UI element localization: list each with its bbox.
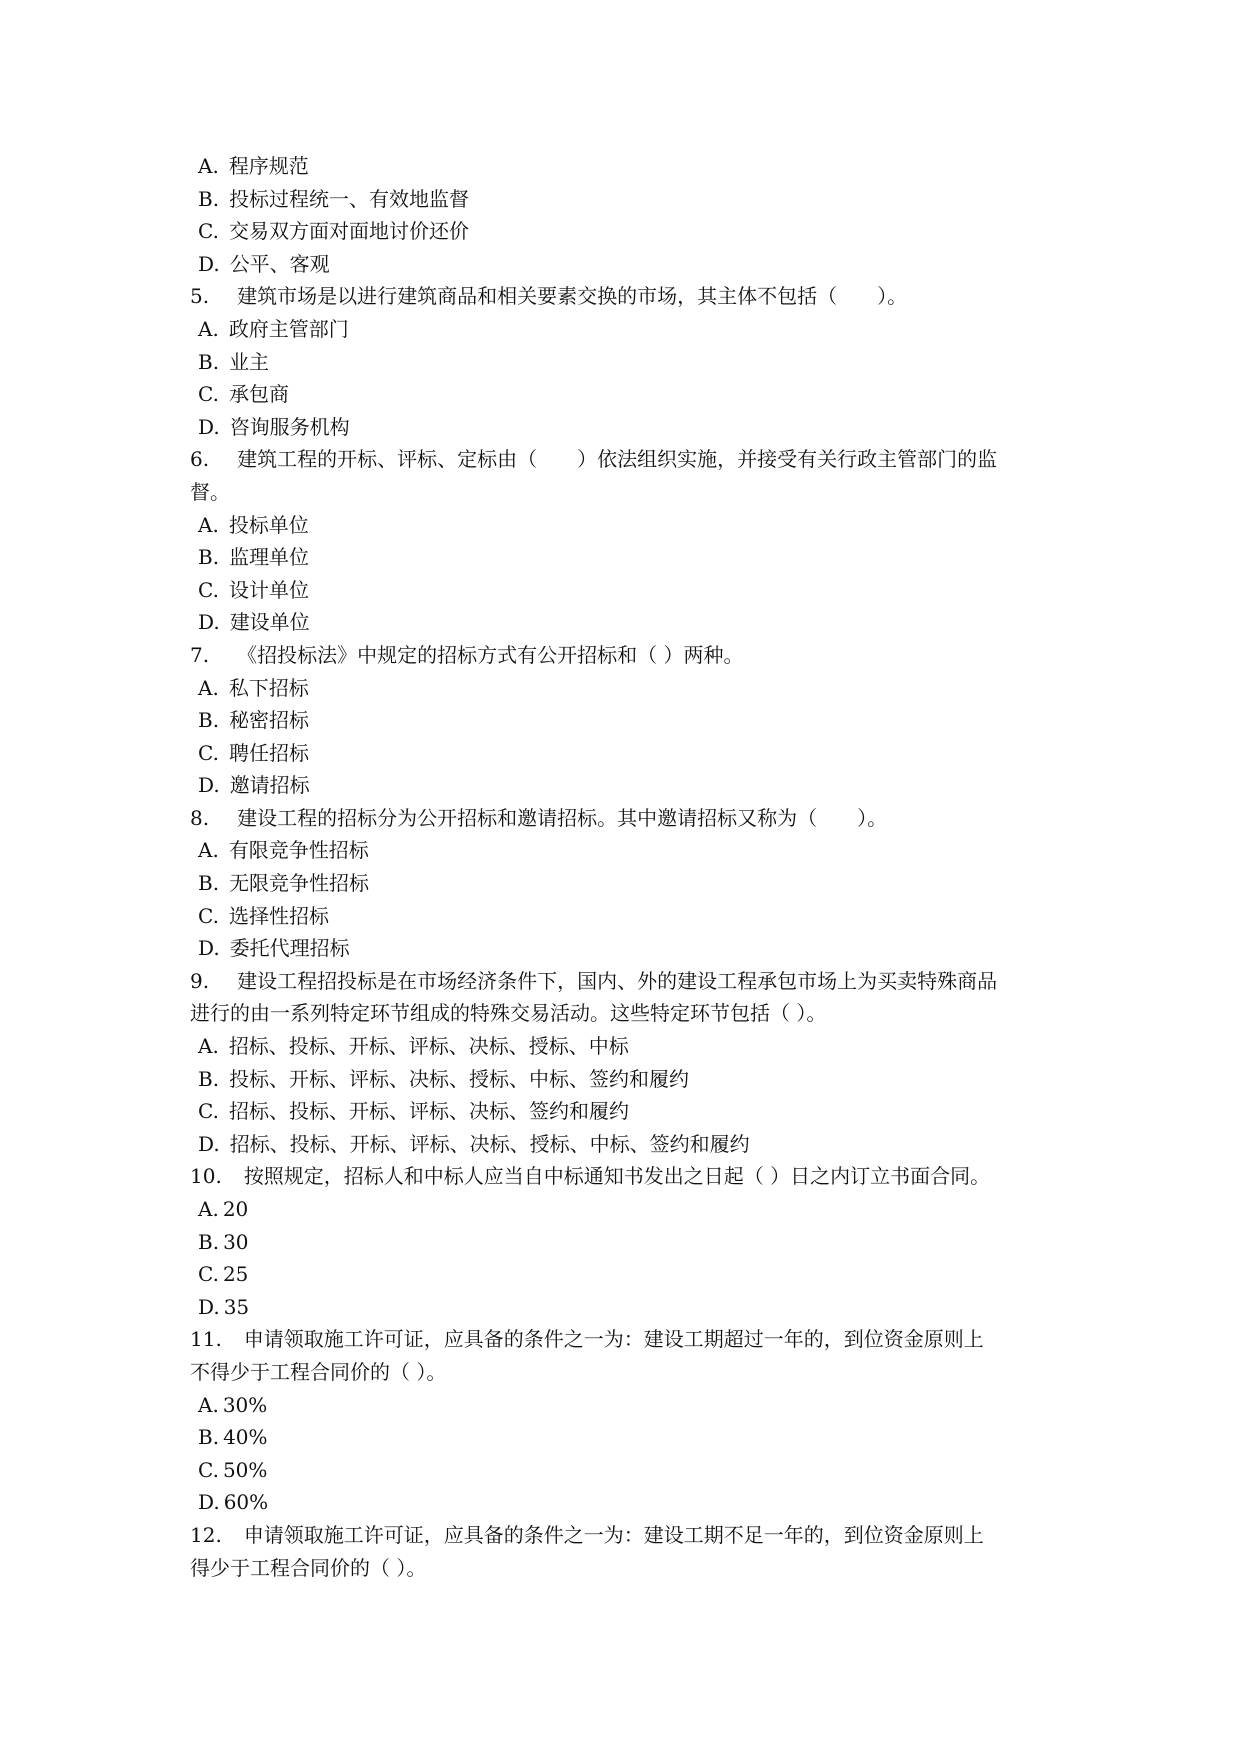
option-c: [190, 574, 1070, 607]
option-c: [190, 1258, 1070, 1291]
option-letter: A.: [198, 1392, 219, 1417]
option-letter: B.: [198, 1066, 220, 1091]
option-text: 60%: [223, 1490, 269, 1515]
option-a: [190, 834, 1070, 867]
question-block: [190, 443, 1070, 639]
option-letter: D.: [198, 610, 220, 635]
question-text: [190, 280, 1070, 313]
question-list: [190, 150, 1070, 1584]
option-d: [190, 1291, 1070, 1324]
question-text: [190, 1323, 1070, 1356]
question-block: [190, 802, 1070, 965]
option-text: 业主: [229, 349, 270, 374]
option-text: 承包商: [228, 382, 289, 407]
question-text-continued: [190, 1356, 1070, 1389]
option-text: 20: [222, 1197, 249, 1221]
option-letter: C.: [198, 382, 219, 407]
option-text: 选择性招标: [228, 903, 329, 928]
question-line: 建筑工程的开标、评标、定标由（ ）依法组织实施，并接受有关行政主管部门的监: [237, 447, 998, 472]
option-letter: C.: [198, 1262, 219, 1287]
option-text: 投标单位: [228, 512, 309, 537]
question-text-continued: [190, 476, 1070, 509]
question-line: 建设工程的招标分为公开招标和邀请招标。其中邀请招标又称为（ ）。: [237, 805, 888, 830]
option-text: 私下招标: [228, 675, 309, 700]
option-text: 政府主管部门: [228, 316, 349, 341]
question-number: 8.: [190, 805, 210, 830]
option-c: [190, 1095, 1070, 1128]
option-letter: B.: [198, 186, 220, 211]
option-letter: B.: [198, 1229, 220, 1254]
option-b: [190, 867, 1070, 900]
option-c: [190, 215, 1070, 248]
question-text: [190, 443, 1070, 476]
question-text: [190, 965, 1070, 998]
option-b: [190, 1063, 1070, 1096]
option-letter: C.: [198, 219, 219, 244]
option-letter: A.: [198, 675, 219, 700]
option-text: 邀请招标: [229, 773, 310, 798]
question-line: 不得少于工程合同价的（ ）。: [190, 1359, 447, 1384]
option-letter: A.: [198, 316, 219, 341]
option-text: 公平、客观: [229, 251, 330, 276]
question-block: [190, 280, 1070, 443]
question-line: 申请领取施工许可证，应具备的条件之一为：建设工期超过一年的，到位资金原则上: [243, 1327, 984, 1352]
option-letter: A.: [198, 838, 219, 863]
question-line: 《招投标法》中规定的招标方式有公开招标和（ ）两种。: [237, 642, 744, 667]
option-text: 无限竞争性招标: [229, 871, 370, 896]
option-text: 招标、投标、开标、评标、决标、签约和履约: [228, 1099, 629, 1124]
question-number: 6.: [190, 447, 210, 472]
option-letter: D.: [198, 1294, 220, 1319]
question-number: 10.: [190, 1164, 222, 1189]
option-c: [190, 1454, 1070, 1487]
question-block: [190, 965, 1070, 1161]
option-text: 咨询服务机构: [229, 414, 350, 439]
option-text: 35: [223, 1294, 250, 1319]
option-a: [190, 1193, 1070, 1226]
option-letter: D.: [198, 1490, 220, 1515]
option-b: [190, 541, 1070, 574]
question-block: [190, 639, 1070, 802]
option-text: 有限竞争性招标: [228, 838, 369, 863]
question-number: 12.: [190, 1522, 222, 1547]
option-text: 投标、开标、评标、决标、授标、中标、签约和履约: [229, 1066, 690, 1091]
option-letter: B.: [198, 1425, 220, 1450]
option-letter: A.: [198, 1034, 219, 1059]
question-line: 申请领取施工许可证，应具备的条件之一为：建设工期不足一年的，到位资金原则上: [243, 1522, 984, 1547]
option-letter: C.: [198, 903, 219, 928]
option-c: [190, 378, 1070, 411]
question-text: [190, 1519, 1070, 1552]
option-b: [190, 1226, 1070, 1259]
option-letter: D.: [198, 1131, 220, 1156]
question-line: 督。: [190, 479, 230, 504]
option-text: 聘任招标: [228, 740, 309, 765]
option-text: 招标、投标、开标、评标、决标、授标、中标: [228, 1034, 629, 1059]
option-a: [190, 1389, 1070, 1422]
option-letter: D.: [198, 251, 220, 276]
question-text: [190, 1160, 1070, 1193]
option-text: 30%: [222, 1392, 268, 1417]
option-d: [190, 606, 1070, 639]
question-number: 9.: [190, 968, 210, 993]
option-d: [190, 769, 1070, 802]
option-letter: C.: [198, 1457, 219, 1482]
option-b: [190, 183, 1070, 216]
partial-options: [190, 150, 1070, 280]
option-letter: A.: [198, 512, 219, 537]
option-text: 秘密招标: [229, 708, 310, 733]
option-text: 50%: [222, 1457, 268, 1482]
option-letter: D.: [198, 414, 220, 439]
option-d: [190, 1486, 1070, 1519]
question-text-continued: [190, 1552, 1070, 1585]
question-block: [190, 1323, 1070, 1519]
option-letter: B.: [198, 871, 220, 896]
option-a: [190, 313, 1070, 346]
option-a: [190, 150, 1070, 183]
option-text: 委托代理招标: [229, 936, 350, 961]
question-number: 7.: [190, 642, 210, 667]
option-d: [190, 411, 1070, 444]
option-b: [190, 346, 1070, 379]
option-text: 招标、投标、开标、评标、决标、授标、中标、签约和履约: [229, 1131, 750, 1156]
option-a: [190, 509, 1070, 542]
option-letter: C.: [198, 740, 219, 765]
option-text: 25: [222, 1262, 249, 1287]
option-a: [190, 1030, 1070, 1063]
option-text: 程序规范: [228, 154, 309, 178]
option-b: [190, 1421, 1070, 1454]
questions-container: [190, 280, 1070, 1584]
question-block: [190, 1519, 1070, 1584]
question-block: [190, 1160, 1070, 1323]
option-text: 40%: [223, 1425, 268, 1450]
option-letter: D.: [198, 773, 220, 798]
option-letter: B.: [198, 708, 220, 733]
option-text: 投标过程统一、有效地监督: [229, 186, 470, 211]
question-line: 建筑市场是以进行建筑商品和相关要素交换的市场，其主体不包括（ ）。: [237, 284, 908, 309]
option-text: 建设单位: [229, 610, 310, 635]
option-letter: B.: [198, 349, 220, 374]
question-text: [190, 802, 1070, 835]
question-line: 得少于工程合同价的（ ）。: [190, 1555, 427, 1580]
question-line: 建设工程招投标是在市场经济条件下，国内、外的建设工程承包市场上为买卖特殊商品: [237, 968, 998, 993]
question-number: 11.: [190, 1327, 222, 1352]
option-letter: C.: [198, 1099, 219, 1124]
question-text: [190, 639, 1070, 672]
question-number: 5.: [190, 284, 210, 309]
option-letter: A.: [198, 1197, 219, 1221]
option-text: 交易双方面对面地讨价还价: [228, 219, 469, 244]
option-text: 设计单位: [228, 577, 309, 602]
option-d: [190, 932, 1070, 965]
question-line: 进行的由一系列特定环节组成的特殊交易活动。这些特定环节包括（ ）。: [190, 1001, 827, 1026]
option-letter: D.: [198, 936, 220, 961]
option-b: [190, 704, 1070, 737]
option-letter: A.: [198, 154, 219, 178]
option-letter: B.: [198, 545, 220, 570]
option-text: 监理单位: [229, 545, 310, 570]
option-letter: C.: [198, 577, 219, 602]
option-c: [190, 737, 1070, 770]
option-c: [190, 900, 1070, 933]
option-d: [190, 248, 1070, 281]
option-d: [190, 1128, 1070, 1161]
question-text-continued: [190, 997, 1070, 1030]
question-line: 按照规定，招标人和中标人应当自中标通知书发出之日起（ ）日之内订立书面合同。: [243, 1164, 991, 1189]
option-text: 30: [223, 1229, 249, 1254]
option-a: [190, 672, 1070, 705]
